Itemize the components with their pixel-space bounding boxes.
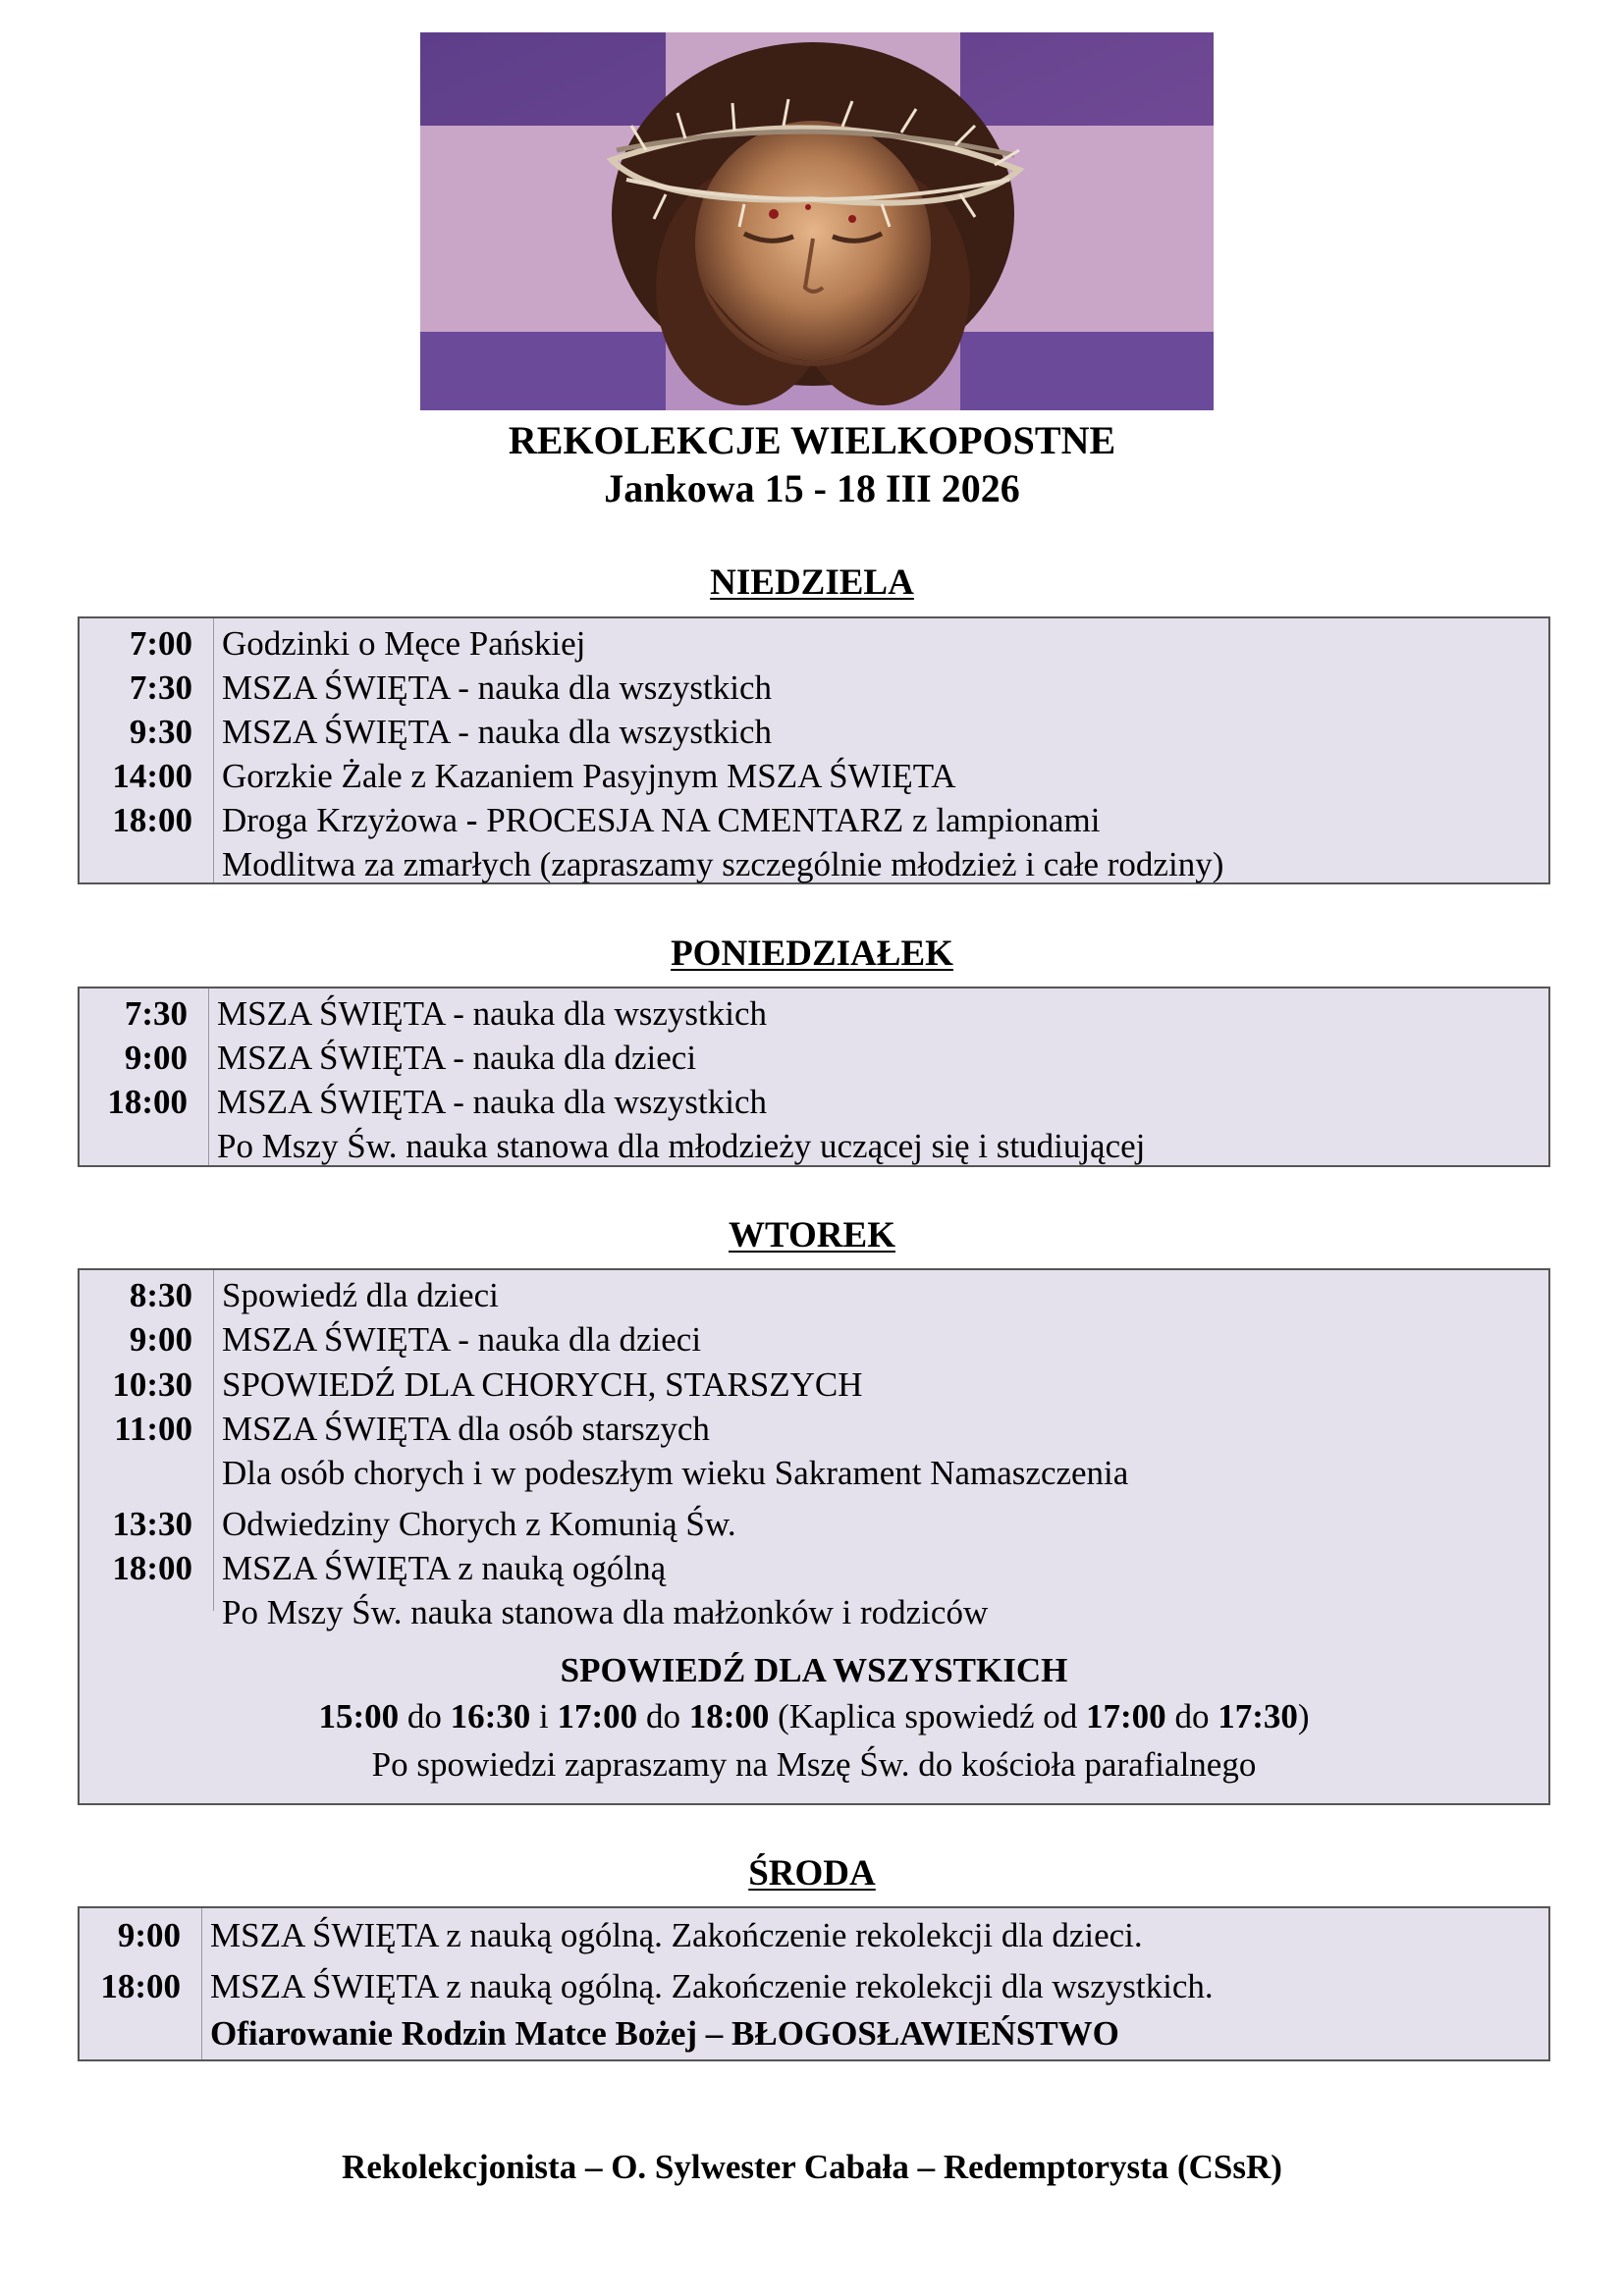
schedule-row: 7:30 MSZA ŚWIĘTA - nauka dla wszystkich [129, 668, 773, 707]
schedule-row: Ofiarowanie Rodzin Matce Bożej – BŁOGOSŁAWIEŃSTWO [210, 2014, 1119, 2053]
schedule-row: 9:00 MSZA ŚWIĘTA z nauką ogólną. Zakończenie rekolekcji dla dzieci. [117, 1916, 1143, 1954]
schedule-row: 8:30 Spowiedź dla dzieci [129, 1276, 499, 1314]
footer-retreat-leader: Rekolekcjonista – O. Sylwester Cabała – Redemptorysta (CSsR) [342, 2148, 1282, 2186]
schedule-box-sunday [78, 616, 1550, 884]
schedule-row: Dla osób chorych i w podeszłym wieku Sakrament Namaszczenia [222, 1454, 1129, 1492]
schedule-row: 9:00 MSZA ŚWIĘTA - nauka dla dzieci [124, 1039, 697, 1077]
schedule-row: 13:30 Odwiedziny Chorych z Komunią Św. [112, 1505, 736, 1543]
schedule-row: 11:00 MSZA ŚWIĘTA dla osób starszych [114, 1410, 710, 1448]
schedule-row: 14:00 Gorzkie Żale z Kazaniem Pasyjnym MSZA ŚWIĘTA [112, 757, 956, 795]
confession-hours: 15:00 do 16:30 i 17:00 do 18:00 (Kaplica spowiedź od 17:00 do 17:30) [318, 1697, 1310, 1735]
confession-note: Po spowiedzi zapraszamy na Mszę Św. do kościoła parafialnego [371, 1745, 1257, 1784]
page-title: REKOLEKCJE WIELKOPOSTNE [508, 418, 1116, 462]
day-heading-monday: PONIEDZIAŁEK [671, 934, 953, 974]
hero-image-crown-of-thorns [420, 32, 1214, 410]
schedule-row: Modlitwa za zmarłych (zapraszamy szczególnie młodzież i całe rodziny) [222, 845, 1224, 883]
schedule-row: 9:00 MSZA ŚWIĘTA - nauka dla dzieci [129, 1320, 702, 1359]
schedule-box-tuesday [78, 1268, 1550, 1805]
schedule-row: 18:00 Droga Krzyżowa - PROCESJA NA CMENTARZ z lampionami [112, 801, 1101, 839]
schedule-row: 18:00 MSZA ŚWIĘTA z nauką ogólną [112, 1549, 667, 1587]
schedule-row: 10:30 SPOWIEDŹ DLA CHORYCH, STARSZYCH [112, 1365, 863, 1404]
confession-heading: SPOWIEDŹ DLA WSZYSTKICH [560, 1651, 1068, 1689]
day-heading-tuesday: WTOREK [729, 1215, 895, 1255]
schedule-box-monday [78, 987, 1550, 1167]
schedule-row: 9:30 MSZA ŚWIĘTA - nauka dla wszystkich [129, 713, 773, 751]
schedule-row: 7:00 Godzinki o Męce Pańskiej [129, 624, 586, 663]
schedule-row: 18:00 MSZA ŚWIĘTA - nauka dla wszystkich [107, 1083, 768, 1121]
day-heading-sunday: NIEDZIELA [710, 562, 914, 603]
schedule-row: Po Mszy Św. nauka stanowa dla małżonków i rodziców [222, 1593, 989, 1631]
schedule-row: Po Mszy Św. nauka stanowa dla młodzieży uczącej się i studiującej [217, 1127, 1146, 1165]
page-subtitle: Jankowa 15 - 18 III 2026 [604, 466, 1020, 510]
schedule-row: 7:30 MSZA ŚWIĘTA - nauka dla wszystkich [124, 994, 768, 1033]
day-heading-wednesday: ŚRODA [748, 1853, 876, 1894]
schedule-row: 18:00 MSZA ŚWIĘTA z nauką ogólną. Zakończenie rekolekcji dla wszystkich. [100, 1967, 1214, 2005]
schedule-box-wednesday [78, 1906, 1550, 2061]
